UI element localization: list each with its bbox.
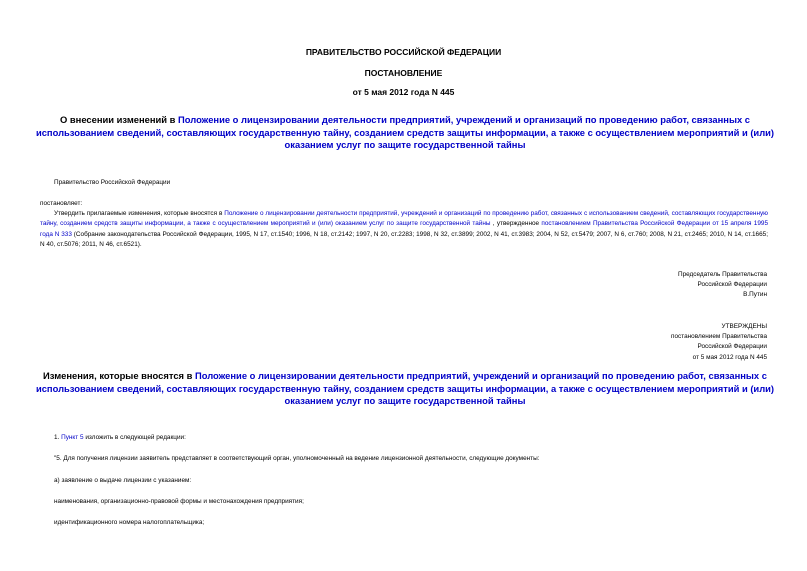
document-type: ПОСТАНОВЛЕНИЕ [364, 68, 443, 78]
decree-333-link[interactable]: постановлением Правительства Российской Федерации от 15 апреля 1995 года N 333 [40, 220, 768, 238]
signature-line-3: В.Путин [743, 291, 767, 299]
item-1-point-link[interactable]: Пункт 5 [61, 434, 84, 441]
title-regulation-link[interactable]: Положение о лицензировании деятельности предприятий, учреждений и организаций по проведению работ, связанных с использованием сведений, составляющих государственную тайну, созданием средств защиты информации, а также с осуществлением мероприятий и (или) оказанием услуг по защите государственной тайны [35, 114, 775, 151]
title-prefix: О внесении изменений в [60, 114, 179, 125]
approve-paragraph [40, 209, 768, 251]
document-title [30, 114, 780, 152]
regulation-link[interactable]: Положение о лицензировании деятельности предприятий, учреждений и организаций по проведению работ, связанных с использованием сведений, составляющих государственную тайну, созданием средств защиты информации, а также с осуществлением мероприятий и (или) оказанием услуг по защите государственной тайны [40, 210, 768, 228]
changes-title-prefix: Изменения, которые вносятся в [43, 370, 195, 381]
approved-line-3: Российской Федерации [697, 343, 767, 351]
changes-regulation-link[interactable]: Положение о лицензировании деятельности предприятий, учреждений и организаций по проведению работ, связанных с использованием сведений, составляющих государственную тайну, созданием средств защиты информации, а также с осуществлением мероприятий и (или) оказанием услуг по защите государственной тайны [35, 370, 775, 407]
approved-block [671, 322, 767, 363]
changes-title [30, 370, 780, 408]
item-1-suffix: изложить в следующей редакции: [83, 434, 186, 441]
sub-item-a: а) заявление о выдаче лицензии с указанием: [54, 477, 192, 484]
document-date-number: от 5 мая 2012 года N 445 [352, 87, 455, 97]
decides-text: постановляет: [40, 200, 83, 207]
item-1 [54, 433, 186, 443]
quote-paragraph: "5. Для получения лицензии заявитель представляет в соответствующий орган, уполномоченный на ведение лицензионной деятельности, следующие документы: [54, 455, 540, 462]
issuer-text: Правительство Российской Федерации [54, 179, 171, 186]
government-heading: ПРАВИТЕЛЬСТВО РОССИЙСКОЙ ФЕДЕРАЦИИ [305, 47, 502, 57]
signature-block [678, 270, 767, 301]
line-inn: идентификационного номера налогоплательщика; [54, 519, 205, 526]
approve-suffix: (Собрание законодательства Российской Федерации, 1995, N 17, ст.1540; 1996, N 18, ст.2142; 1997, N 20, ст.2283; 1998, N 32, ст.3899; 2002, N 41, ст.3983; 2004, N 52, ст.5479; 2007, N 6, ст.760; 2008, N 21, ст.2465; 2010, N 14, ст.1665; N 40, ст.5076; 2011, N 46, ст.6521). [40, 230, 768, 249]
approve-prefix: Утвердить прилагаемые изменения, которые вносятся в [54, 210, 225, 217]
approved-line-2: постановлением Правительства [671, 333, 767, 341]
signature-line-1: Председатель Правительства [678, 271, 767, 278]
approve-mid: , утвержденное [490, 220, 542, 228]
approved-line-1: УТВЕРЖДЕНЫ [721, 323, 767, 330]
approved-line-4: от 5 мая 2012 года N 445 [692, 353, 767, 361]
signature-line-2: Российской Федерации [697, 281, 767, 289]
line-name: наименования, организационно-правовой формы и местонахождения предприятия; [54, 498, 304, 505]
item-1-prefix: 1. [54, 434, 62, 441]
